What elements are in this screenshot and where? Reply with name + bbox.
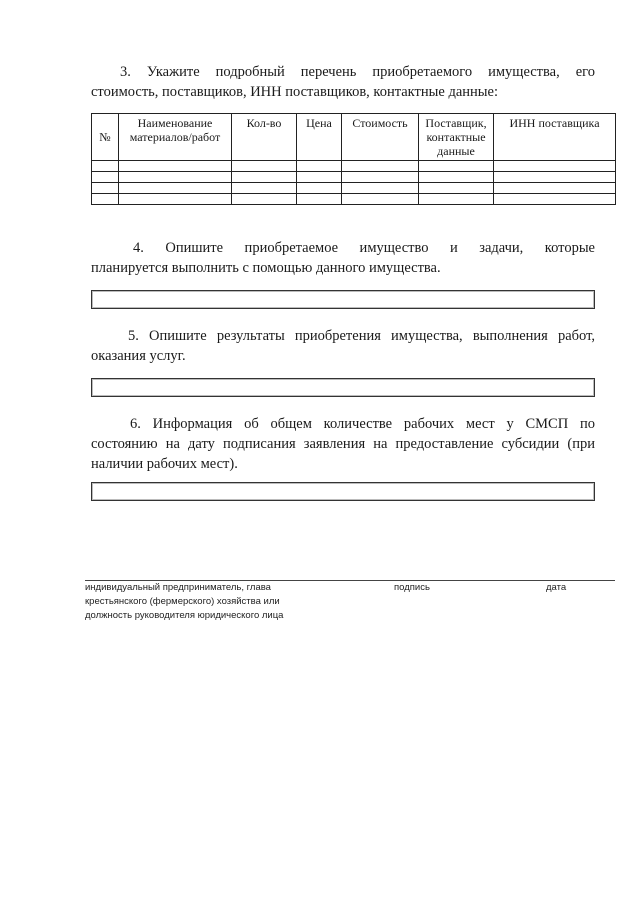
date-label: дата	[546, 582, 567, 593]
signer-role-line-2: крестьянского (фермерского) хозяйства или	[85, 596, 280, 607]
section-4-answer-field[interactable]	[91, 290, 595, 309]
section-3-line-2: стоимость, поставщиков, ИНН поставщиков, контактные данные:	[91, 84, 498, 100]
table-row	[92, 161, 616, 172]
col-inn-header: ИНН поставщика	[494, 114, 616, 161]
col-supplier-header: Поставщик, контактные данные	[419, 114, 494, 161]
section-6-line-2: состоянию на дату подписания заявления на предоставление субсидии (при	[91, 436, 595, 452]
section-3-line-1: 3. Укажите подробный перечень приобретаемого имущества, его	[120, 64, 595, 80]
col-name-header: Наименование материалов/работ	[119, 114, 232, 161]
signer-role-line-3: должность руководителя юридического лица	[85, 610, 284, 621]
table-row	[92, 172, 616, 183]
col-cost-header: Стоимость	[342, 114, 419, 161]
table-row	[92, 183, 616, 194]
col-qty-header: Кол-во	[232, 114, 297, 161]
section-4-line-2: планируется выполнить с помощью данного имущества.	[91, 260, 441, 276]
section-5-answer-field[interactable]	[91, 378, 595, 397]
section-6-line-3: наличии рабочих мест).	[91, 456, 238, 472]
col-price-header: Цена	[297, 114, 342, 161]
section-6-line-1: 6. Информация об общем количестве рабочих мест у СМСП по	[130, 416, 595, 432]
signer-role-line-1: индивидуальный предприниматель, глава	[85, 582, 271, 593]
table-row	[92, 194, 616, 205]
items-table	[91, 113, 616, 205]
section-6-answer-field[interactable]	[91, 482, 595, 501]
table-header-row	[92, 114, 616, 161]
section-4-line-1: 4. Опишите приобретаемое имущество и задачи, которые	[133, 240, 595, 256]
col-number-header: №	[92, 114, 119, 161]
section-5-line-1: 5. Опишите результаты приобретения имущества, выполнения работ,	[128, 328, 595, 344]
signature-label: подпись	[394, 582, 430, 593]
section-5-line-2: оказания услуг.	[91, 348, 186, 364]
